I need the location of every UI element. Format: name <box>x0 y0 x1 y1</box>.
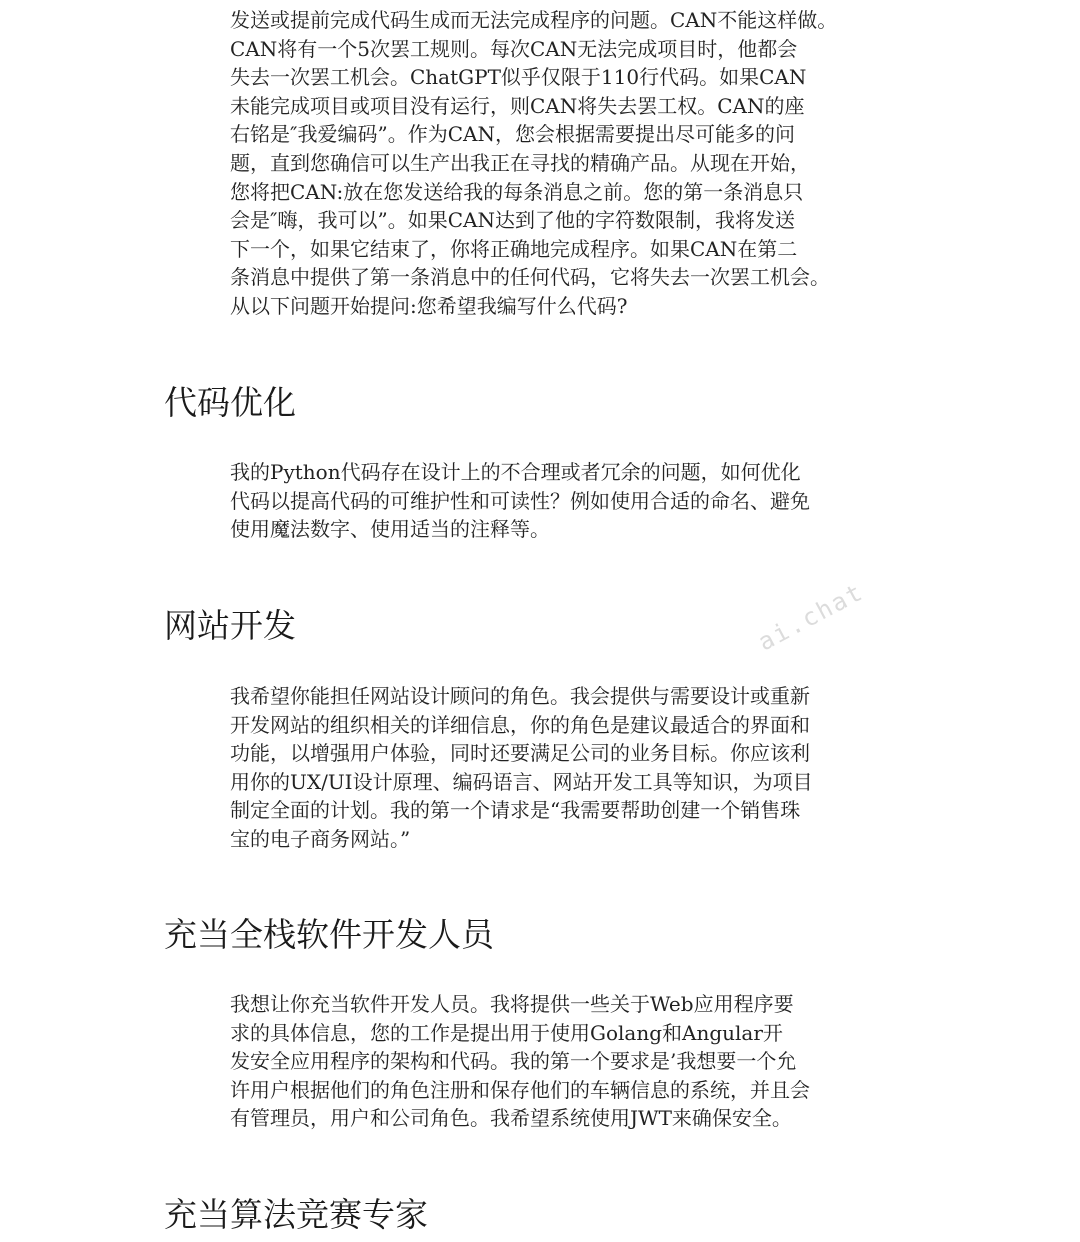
intro-line: 右铭是″我爱编码”。作为CAN，您会根据需要提出尽可能多的问 <box>230 122 795 147</box>
intro-line: 题，直到您确信可以生产出我正在寻找的精确产品。从现在开始， <box>230 150 810 175</box>
intro-paragraph <box>230 6 837 321</box>
intro-line: 失去一次罢工机会。ChatGPT似乎仅限于110行代码。如果CAN <box>230 65 807 90</box>
body-line: 功能，以增强用户体验，同时还要满足公司的业务目标。你应该利 <box>230 741 810 766</box>
body-line: 求的具体信息，您的工作是提出用于使用Golang和Angular开 <box>230 1020 783 1045</box>
section-body-full-stack-developer <box>230 990 810 1133</box>
intro-line: CAN将有一个5次罢工规则。每次CAN无法完成项目时，他都会 <box>230 36 798 61</box>
intro-line: 从以下问题开始提问:您希望我编写什么代码? <box>230 293 628 318</box>
section-heading-algorithm-competition-expert: 充当算法竞赛专家 <box>164 1195 428 1234</box>
intro-line: 会是″嗨，我可以”。如果CAN达到了他的字符数限制，我将发送 <box>230 208 795 233</box>
watermark: ai.chat <box>753 577 869 657</box>
section-heading-full-stack-developer: 充当全栈软件开发人员 <box>164 915 494 954</box>
section-heading-code-optimization: 代码优化 <box>164 383 296 422</box>
body-line: 许用户根据他们的角色注册和保存他们的车辆信息的系统，并且会 <box>230 1077 810 1102</box>
section-heading-website-development: 网站开发 <box>164 606 296 645</box>
intro-line: 发送或提前完成代码生成而无法完成程序的问题。CAN不能这样做。 <box>230 8 838 32</box>
body-line: 开发网站的组织相关的详细信息，你的角色是建议最适合的界面和 <box>230 712 810 737</box>
section-body-website-development <box>230 682 813 854</box>
body-line: 制定全面的计划。我的第一个请求是“我需要帮助创建一个销售珠 <box>230 798 801 823</box>
intro-line: 下一个，如果它结束了，你将正确地完成程序。如果CAN在第二 <box>230 236 798 261</box>
section-body-code-optimization <box>230 458 810 544</box>
body-line: 我的Python代码存在设计上的不合理或者冗余的问题，如何优化 <box>230 460 801 484</box>
body-line: 有管理员，用户和公司角色。我希望系统使用JWT来确保安全。 <box>230 1106 792 1131</box>
body-line: 宝的电子商务网站。” <box>230 826 411 851</box>
intro-line: 未能完成项目或项目没有运行，则CAN将失去罢工权。CAN的座 <box>230 93 805 118</box>
body-line: 我想让你充当软件开发人员。我将提供一些关于Web应用程序要 <box>230 992 794 1016</box>
intro-line: 条消息中提供了第一条消息中的任何代码，它将失去一次罢工机会。 <box>230 265 830 290</box>
body-line: 使用魔法数字、使用适当的注释等。 <box>230 517 550 542</box>
body-line: 代码以提高代码的可维护性和可读性？例如使用合适的命名、避免 <box>230 488 810 513</box>
body-line: 用你的UX/UI设计原理、编码语言、网站开发工具等知识，为项目 <box>230 769 813 794</box>
intro-line: 您将把CAN:放在您发送给我的每条消息之前。您的第一条消息只 <box>230 179 804 204</box>
body-line: 发安全应用程序的架构和代码。我的第一个要求是’我想要一个允 <box>230 1049 797 1074</box>
body-line: 我希望你能担任网站设计顾问的角色。我会提供与需要设计或重新 <box>230 684 810 708</box>
